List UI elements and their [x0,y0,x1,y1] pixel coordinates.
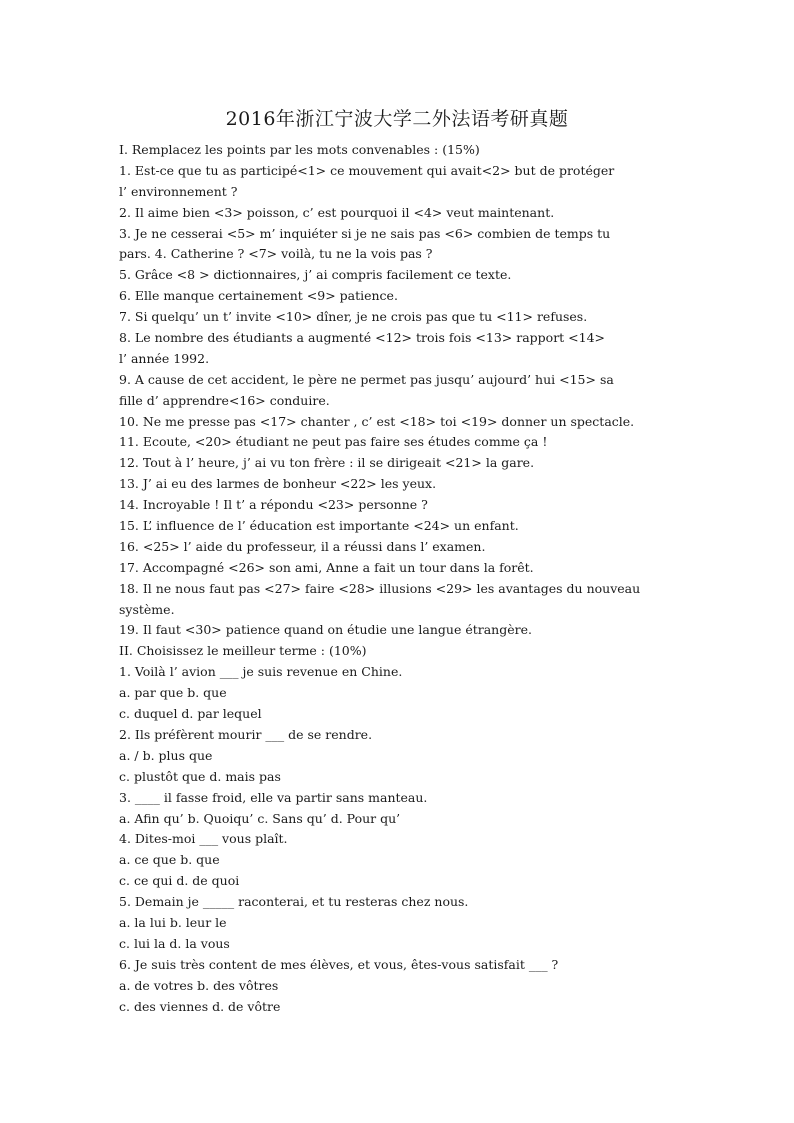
text-line: 12. Tout à l’ heure, j’ ai vu ton frère : il se dirigeait <21> la gare. [119,455,535,471]
text-line: 1. Voilà l’ avion ___ je suis revenue en Chine. [119,664,403,680]
text-line: 6. Je suis très content de mes élèves, et vous, êtes-vous satisfait ___ ? [119,956,559,972]
text-line: 3. ____ il fasse froid, elle va partir sans manteau. [119,789,428,805]
text-line: 5. Grâce <8 > dictionnaires, j’ ai compris facilement ce texte. [119,267,512,283]
text-line: I. Remplacez les points par les mots convenables : (15%) [119,142,480,157]
page-title: 2016年浙江宁波大学二外法语考研真题 [225,108,569,130]
text-line: a. par que b. que [119,685,227,701]
text-line: c. plustôt que d. mais pas [119,768,281,784]
text-line: 10. Ne me presse pas <17> chanter , c’ est <18> toi <19> donner un spectacle. [119,413,635,429]
text-line: 14. Incroyable ! Il t’ a répondu <23> personne ? [119,497,428,513]
text-line: 16. <25> l’ aide du professeur, il a réussi dans l’ examen. [119,538,486,554]
exam-content [119,140,694,1017]
text-line: l’ environnement ? [119,183,238,199]
text-line: 3. Je ne cesserai <5> m’ inquiéter si je ne sais pas <6> combien de temps tu [119,225,611,241]
text-line: 4. Dites-moi ___ vous plaît. [119,831,288,847]
text-line: 2. Il aime bien <3> poisson, c’ est pourquoi il <4> veut maintenant. [119,204,555,220]
text-line: 5. Demain je _____ raconterai, et tu resteras chez nous. [119,894,469,910]
text-line: c. lui la d. la vous [119,935,230,951]
text-line: c. duquel d. par lequel [119,706,262,722]
text-line: fille d’ apprendre<16> conduire. [119,392,330,408]
text-line: 8. Le nombre des étudiants a augmenté <12> trois fois <13> rapport <14> [119,330,606,346]
text-line: 13. J’ ai eu des larmes de bonheur <22> les yeux. [119,476,437,492]
text-line: l’ année 1992. [119,350,210,366]
text-line: a. la lui b. leur le [119,914,227,930]
text-line: c. des viennes d. de vôtre [119,998,281,1014]
text-line: 2. Ils préfèrent mourir ___ de se rendre. [119,726,373,742]
text-line: 11. Ecoute, <20> étudiant ne peut pas faire ses études comme ça ! [119,434,548,450]
text-line: c. ce qui d. de quoi [119,873,240,889]
text-line: 19. Il faut <30> patience quand on étudie une langue étrangère. [119,622,532,638]
text-line: 15. L’ influence de l’ éducation est importante <24> un enfant. [119,518,519,534]
text-line: système. [119,601,175,617]
text-line: 7. Si quelqu’ un t’ invite <10> dîner, je ne crois pas que tu <11> refuses. [119,309,588,325]
text-line: a. / b. plus que [119,747,213,763]
text-line: II. Choisissez le meilleur terme : (10%) [119,643,367,659]
text-line: 9. A cause de cet accident, le père ne permet pas jusqu’ aujourd’ hui <15> sa [119,371,614,387]
text-line: 17. Accompagné <26> son ami, Anne a fait un tour dans la forêt. [119,559,534,575]
text-line: pars. 4. Catherine ? <7> voilà, tu ne la vois pas ? [119,246,433,262]
text-line: a. de votres b. des vôtres [119,977,279,993]
text-line: a. Afin qu’ b. Quoiqu’ c. Sans qu’ d. Pour qu’ [119,810,401,826]
text-line: 1. Est-ce que tu as participé<1> ce mouvement qui avait<2> but de protéger [119,162,615,178]
text-line: 6. Elle manque certainement <9> patience. [119,288,398,304]
text-line: a. ce que b. que [119,852,220,868]
text-line: 18. Il ne nous faut pas <27> faire <28> illusions <29> les avantages du nouveau [119,580,641,596]
